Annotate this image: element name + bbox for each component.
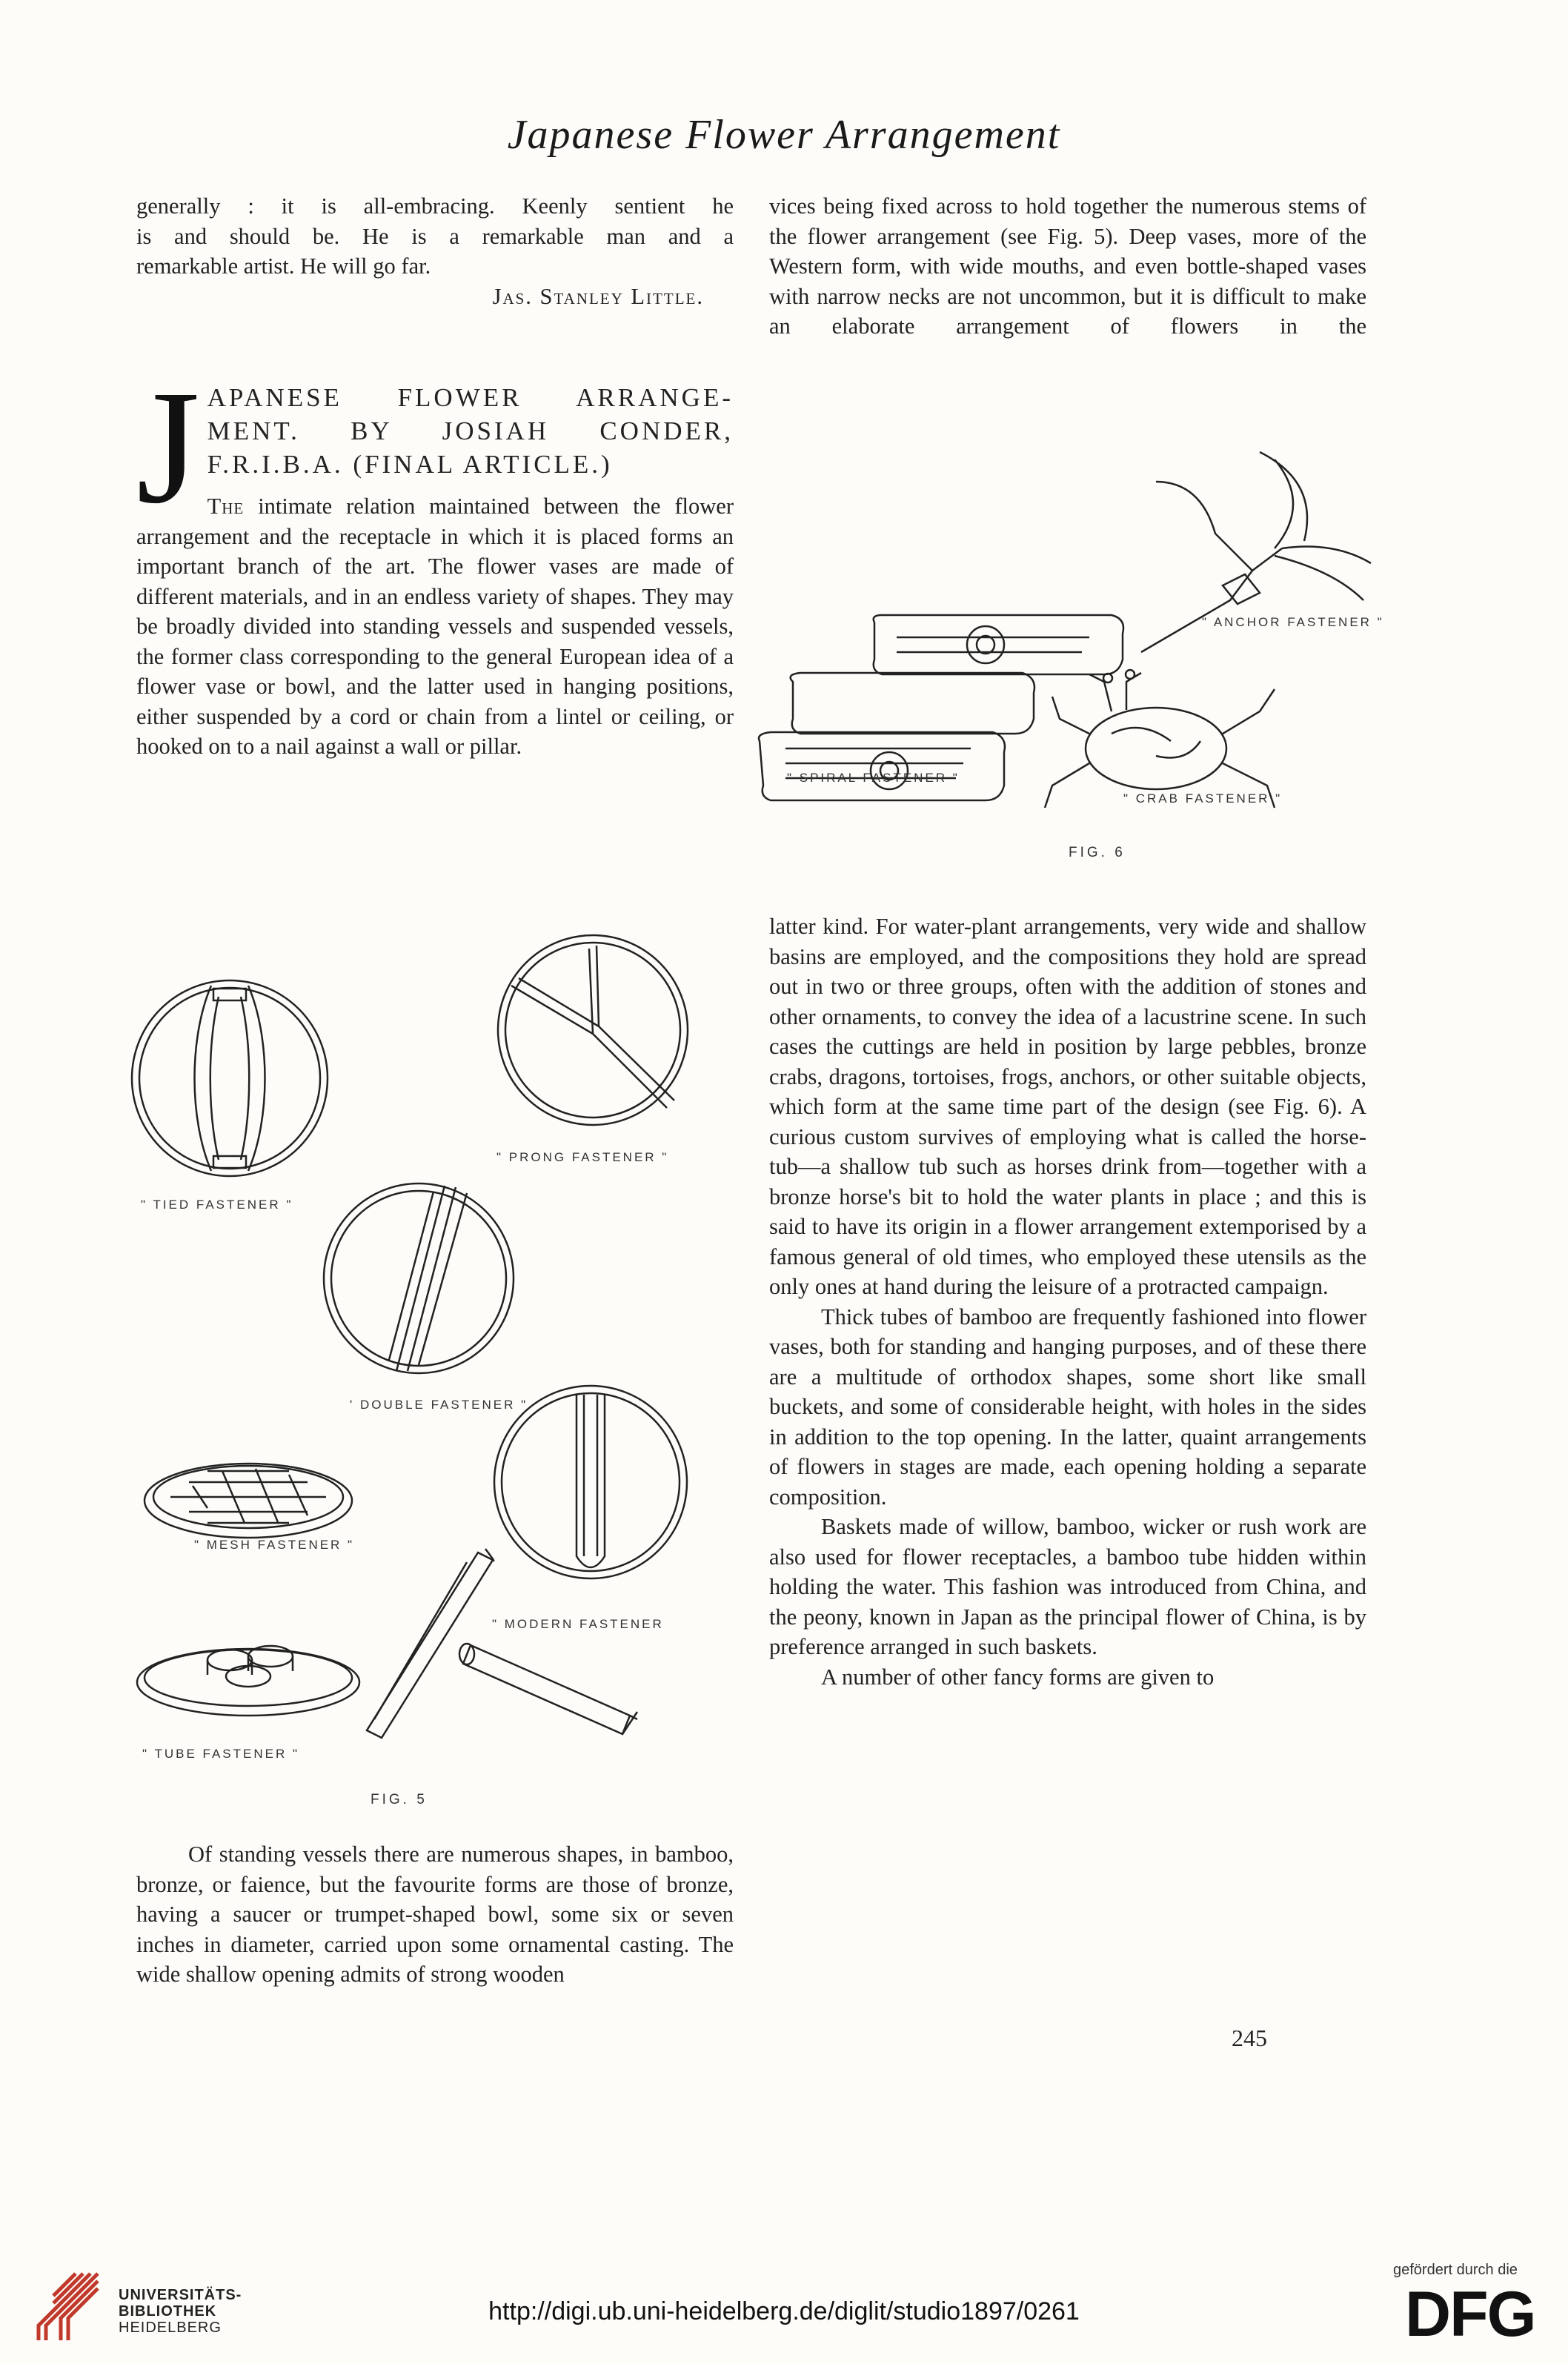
- intro-line: is and should be. He is a remarkable man and a: [136, 223, 734, 249]
- paragraph: Baskets made of willow, bamboo, wicker or rush work are also used for flower receptacles, a bamboo tube hidden within holding the water. This fashion was introduced from China, and the peony, known in Japan as the principal flower of China, is by preference arranged in such baskets.: [769, 1514, 1366, 1659]
- intro-line: remarkable artist. He will go far.: [136, 253, 431, 279]
- page-title: Japanese Flower Arrangement: [507, 112, 1061, 158]
- figure-5-illustration: [119, 926, 741, 1816]
- paragraph: Of standing vessels there are numerous shapes, in bamboo, bronze, or faience, but the favourite forms are those of bronze, having a saucer or trumpet-shaped bowl, some six or seven inches in diameter, carried upon some ornamental casting. The wide shallow opening admits of strong wooden: [136, 1842, 734, 1987]
- sponsor-text: gefördert durch die: [1393, 2262, 1518, 2278]
- modern-fastener-label: " MODERN FASTENER: [492, 1617, 664, 1631]
- right-column-top: [769, 191, 1366, 342]
- mesh-fastener-label: " MESH FASTENER ": [194, 1538, 355, 1552]
- right-column-body: [769, 912, 1366, 1692]
- figure-5-caption: FIG. 5: [371, 1792, 428, 1807]
- tube-fastener-label: " TUBE FASTENER ": [142, 1747, 300, 1761]
- anchor-fastener-label: " ANCHOR FASTENER ": [1202, 615, 1384, 629]
- article-title-line: MENT. BY JOSIAH CONDER,: [207, 416, 734, 445]
- paragraph-text: intimate relation maintained between the flower arrangement and the receptacle in which it is placed forms an important branch of the art. The flower vases are made of different materials, and in an endless variety of shapes. They may be broadly divided into standing vessels and suspended vessels, the former class corresponding to the general European idea of a flower vase or bowl, and the latter used in hanging positions, either suspended by a cord or chain from a lintel or ceiling, or hooked on to a nail against a wall or pillar.: [136, 494, 734, 759]
- prong-fastener-drawing: [498, 935, 688, 1125]
- page-number: 245: [1232, 2025, 1267, 2051]
- paragraph: vices being fixed across to hold together the numerous stems of the flower arrangement (see Fig. 5). Deep vases, more of the Western form, with wide mouths, and even bottle-shaped vases with narrow necks are not uncommon, but it is difficult to make an elaborate arrangement of flowers in the: [769, 193, 1366, 339]
- paragraph: [136, 491, 734, 762]
- figure-6-caption: FIG. 6: [1069, 845, 1126, 860]
- tube-fastener-drawing: [137, 1646, 359, 1716]
- tied-fastener-drawing: [132, 980, 328, 1176]
- modern-fastener-drawing: [494, 1386, 687, 1578]
- paragraph: A number of other fancy forms are given to: [821, 1664, 1215, 1690]
- library-name-line: BIBLIOTHEK: [119, 2303, 217, 2320]
- paragraph: Thick tubes of bamboo are frequently fashioned into flower vases, both for standing and hanging purposes, and of these there are a multitude of orthodox shapes, some short like small buckets, and some of considerable height, with holes in the sides in addition to the top opening. In the latter, quaint arrangements of flowers in stages are made, each opening holding a separate composition.: [769, 1304, 1366, 1510]
- library-name-line: UNIVERSITÄTS-: [119, 2287, 242, 2303]
- article-heading: [136, 356, 734, 762]
- intro-line: generally : it is all-embracing. Keenly sentient he: [136, 193, 734, 219]
- double-fastener-label: ' DOUBLE FASTENER ": [350, 1398, 528, 1412]
- article-title-line: F.R.I.B.A. (FINAL ARTICLE.): [207, 450, 613, 479]
- spiral-fastener-label: " SPIRAL FASTENER ": [787, 771, 960, 785]
- paragraph: latter kind. For water-plant arrangements, very wide and shallow basins are employed, and the compositions they hold are spread out in two or three groups, often with the addition of stones and other ornaments, to convey the idea of a lacustrine scene. In such cases the cuttings are held in position by large pebbles, bronze crabs, dragons, tortoises, frogs, anchors, or other suitable objects, which form at the same time part of the design (see Fig. 6). A curious custom survives of employing what is called the horse-tub—a shallow tub such as horses drink from—together with a bronze horse's bit to hold the water plants in place ; and this is said to have its origin in a flower arrangement extemporised by a famous general of old times, who employed these utensils as the only ones at hand during the leisure of a protracted campaign.: [769, 914, 1366, 1299]
- left-column-intro: [136, 191, 734, 311]
- left-column-bottom: [136, 1839, 734, 1990]
- source-url-link[interactable]: http://digi.ub.uni-heidelberg.de/diglit/studio1897/0261: [488, 2297, 1080, 2325]
- lead-in: The: [207, 494, 245, 519]
- crab-fastener-label: " CRAB FASTENER ": [1123, 791, 1283, 806]
- double-fastener-drawing: [324, 1183, 514, 1373]
- library-name-line: HEIDELBERG: [119, 2320, 222, 2336]
- dfg-logo: DFG: [1405, 2279, 1535, 2350]
- tied-fastener-label: " TIED FASTENER ": [141, 1198, 293, 1212]
- drop-cap: J: [136, 356, 200, 537]
- author-signature: Jas. Stanley Little.: [492, 283, 704, 309]
- article-title-line: APANESE FLOWER ARRANGE-: [207, 383, 734, 412]
- figure-6-illustration: [741, 437, 1408, 852]
- mesh-fastener-drawing: [144, 1464, 352, 1538]
- tube-pieces-drawing: [367, 1549, 637, 1738]
- crab-fastener-drawing: [1045, 670, 1275, 808]
- prong-fastener-label: " PRONG FASTENER ": [496, 1150, 669, 1164]
